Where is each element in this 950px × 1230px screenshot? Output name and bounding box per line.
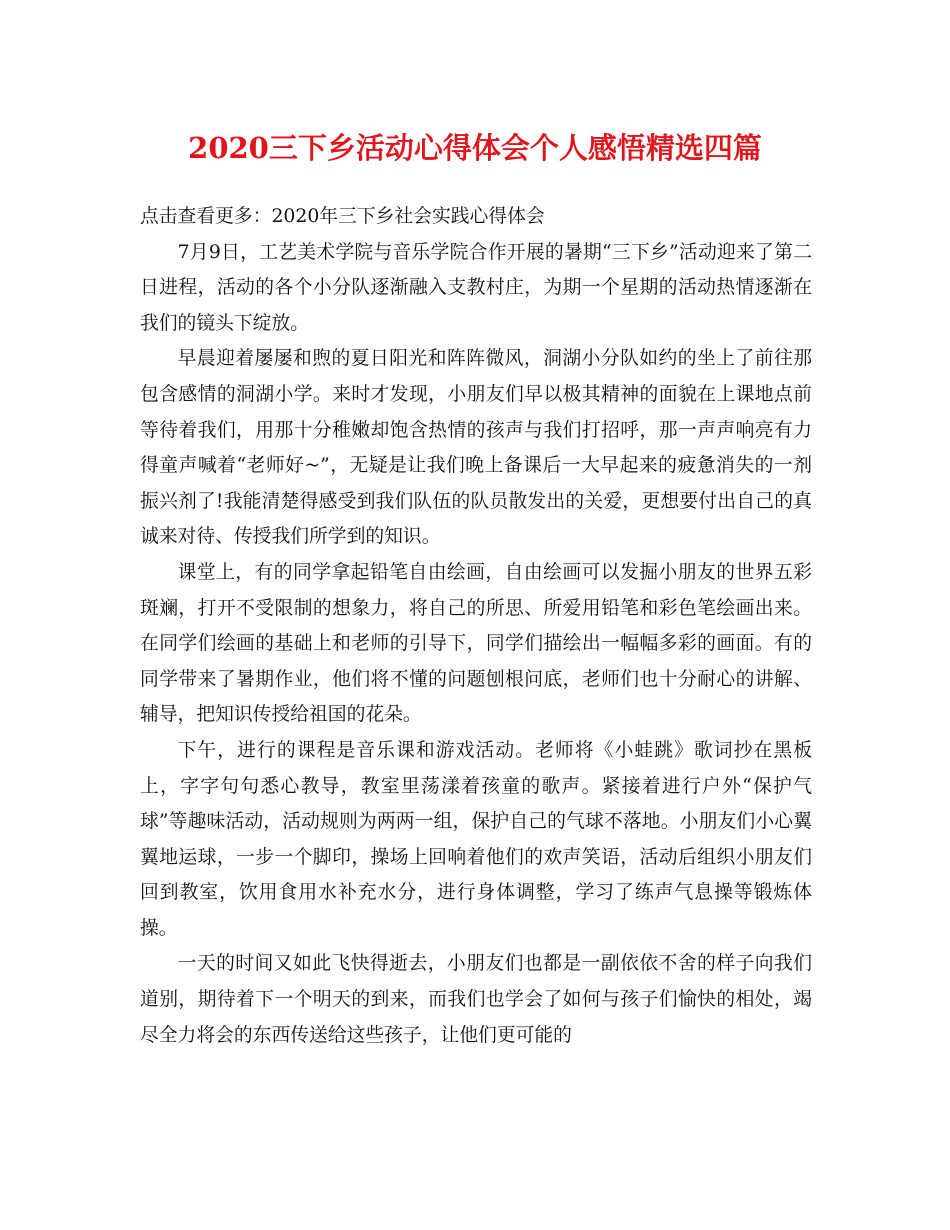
- paragraph: 下午，进行的课程是音乐课和游戏活动。老师将《小蛙跳》歌词抄在黑板上，字字句句悉心教导，教室里荡漾着孩童的歌声。紧接着进行户外“保护气球”等趣味活动，活动规则为两两一组，保护自己的气球不落地。小朋友们小心翼翼地运球，一步一个脚印，操场上回响着他们的欢声笑语，活动后组织小朋友们回到教室，饮用食用水补充水分，进行身体调整，学习了练声气息操等锻炼体操。: [140, 739, 812, 939]
- paragraph: 7月9日，工艺美术学院与音乐学院合作开展的暑期“三下乡”活动迎来了第二日进程，活动的各个小分队逐渐融入支教村庄，为期一个星期的活动热情逐渐在我们的镜头下绽放。: [140, 241, 812, 334]
- document-body: [140, 199, 812, 1053]
- paragraph: 课堂上，有的同学拿起铅笔自由绘画，自由绘画可以发掘小朋友的世界五彩斑斓，打开不受限制的想象力，将自己的所思、所爱用铅笔和彩色笔绘画出来。在同学们绘画的基础上和老师的引导下，同学们描绘出一幅幅多彩的画面。有的同学带来了暑期作业，他们将不懂的问题刨根问底，老师们也十分耐心的讲解、辅导，把知识传授给祖国的花朵。: [140, 561, 812, 726]
- paragraph: 早晨迎着屡屡和煦的夏日阳光和阵阵微风，洞湖小分队如约的坐上了前往那包含感情的洞湖小学。来时才发现，小朋友们早以极其精神的面貌在上课地点前等待着我们，用那十分稚嫩却饱含热情的孩声与我们打招呼，那一声声响亮有力得童声喊着“老师好~”，无疑是让我们晚上备课后一大早起来的疲惫消失的一剂振兴剂了!我能清楚得感受到我们队伍的队员散发出的关爱，更想要付出自己的真诚来对待、传授我们所学到的知识。: [140, 348, 812, 548]
- document-title: 2020三下乡活动心得体会个人感悟精选四篇: [188, 131, 762, 165]
- more-link[interactable]: 点击查看更多：2020年三下乡社会实践心得体会: [140, 206, 545, 227]
- paragraph: 一天的时间又如此飞快得逝去，小朋友们也都是一副依依不舍的样子向我们道别，期待着下一个明天的到来，而我们也学会了如何与孩子们愉快的相处，竭尽全力将会的东西传送给这些孩子，让他们更可能的: [140, 953, 812, 1046]
